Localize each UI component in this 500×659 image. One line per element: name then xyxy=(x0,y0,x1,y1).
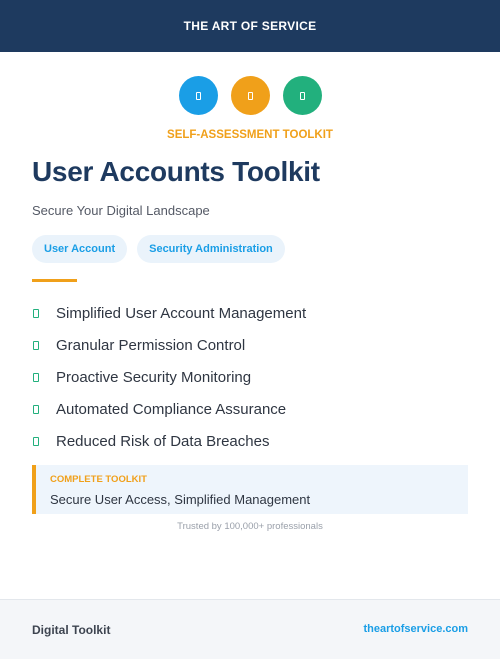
callout-label: COMPLETE TOOLKIT xyxy=(50,474,147,485)
check-icon xyxy=(33,309,39,318)
check-icon xyxy=(33,405,39,414)
website-link[interactable]: theartofservice.com xyxy=(363,623,468,635)
list-item xyxy=(32,361,472,393)
orange-badge-icon xyxy=(231,76,270,115)
feature-label: Simplified User Account Management xyxy=(56,304,307,322)
icon-row xyxy=(0,76,500,115)
page-title: User Accounts Toolkit xyxy=(32,156,320,187)
list-item xyxy=(32,297,472,329)
document-icon xyxy=(248,92,253,100)
tag-security-administration: Security Administration xyxy=(137,235,285,263)
footer-bar xyxy=(0,599,500,659)
list-item xyxy=(32,393,472,425)
feature-list xyxy=(32,297,472,457)
brand-title: THE ART OF SERVICE xyxy=(183,19,317,33)
feature-label: Reduced Risk of Data Breaches xyxy=(56,432,270,450)
check-icon xyxy=(33,341,39,350)
kicker-label: SELF-ASSESSMENT TOOLKIT xyxy=(167,129,333,141)
accent-divider xyxy=(32,279,77,282)
tag-user-account: User Account xyxy=(32,235,127,263)
blue-badge-icon xyxy=(179,76,218,115)
feature-label: Proactive Security Monitoring xyxy=(56,368,252,386)
check-icon xyxy=(33,373,39,382)
feature-label: Granular Permission Control xyxy=(56,336,246,354)
page-subtitle: Secure Your Digital Landscape xyxy=(32,203,210,218)
trusted-note: Trusted by 100,000+ professionals xyxy=(177,521,323,532)
callout-text: Secure User Access, Simplified Management xyxy=(50,492,311,507)
green-badge-icon xyxy=(283,76,322,115)
list-item xyxy=(32,425,472,457)
document-icon xyxy=(300,92,305,100)
tag-list xyxy=(32,235,285,263)
list-item xyxy=(32,329,472,361)
footer-label: Digital Toolkit xyxy=(32,623,111,637)
header-bar xyxy=(0,0,500,52)
document-icon xyxy=(196,92,201,100)
feature-label: Automated Compliance Assurance xyxy=(56,400,287,418)
toolkit-callout xyxy=(32,465,468,514)
check-icon xyxy=(33,437,39,446)
